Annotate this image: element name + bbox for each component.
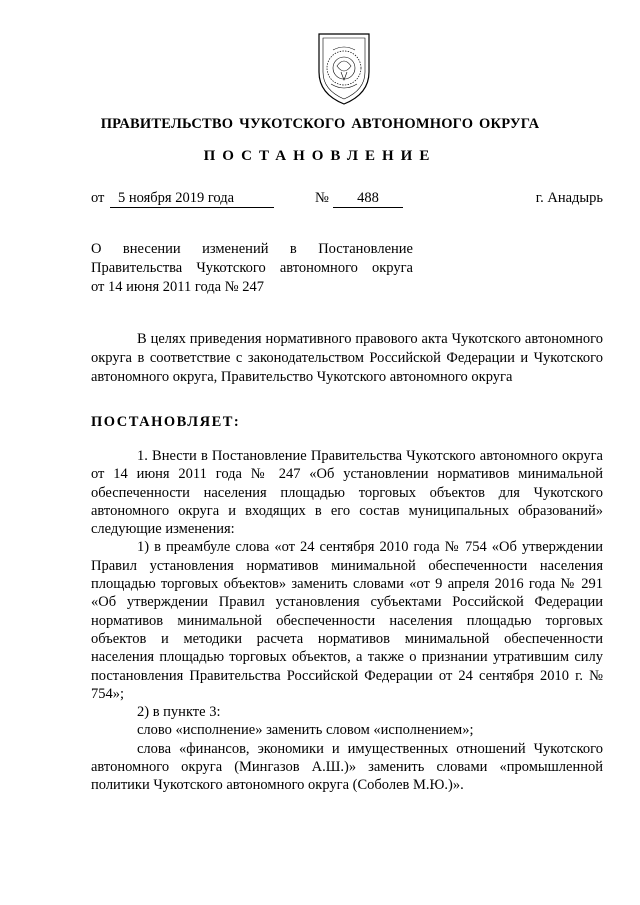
subject-word: округа <box>372 260 413 276</box>
document-subject <box>91 240 413 297</box>
body-paragraph: 2) в пункте 3: <box>137 704 221 721</box>
document-kind-title: ПОСТАНОВЛЕНИЕ <box>203 148 437 164</box>
government-title: ПРАВИТЕЛЬСТВО ЧУКОТСКОГО АВТОНОМНОГО ОКРУГА <box>100 116 540 132</box>
city-label: г. Анадырь <box>535 190 603 206</box>
document-number: 488 <box>333 190 403 208</box>
date-prefix-label: от <box>91 190 105 206</box>
document-meta-row <box>91 190 603 210</box>
body-paragraph: 1. Внести в Постановление Правительства Чукотского автономного округа от 14 июня 2011 года № 247 «Об установлении нормативов минимальной обеспеченности населения площадью торговых объектов для Чукотского автономного округа и входящих в его состав муниципальных образований» следующие изменения: <box>91 448 603 538</box>
subject-line-2 <box>91 259 413 278</box>
subject-word: Правительства <box>91 260 183 276</box>
subject-line-3: от 14 июня 2011 года № 247 <box>91 279 264 295</box>
body-paragraph: слово «исполнение» заменить словом «исполнением»; <box>137 722 474 739</box>
subject-word: Чукотского <box>196 260 266 276</box>
subject-word: в <box>289 241 297 257</box>
body-paragraph: слова «финансов, экономики и имущественных отношений Чукотского автономного округа (Мингазов А.Ш.)» заменить словами «промышленной политики Чукотского автономного округа (Соболев М.Ю.)». <box>91 740 603 794</box>
subject-word: внесении <box>122 241 181 257</box>
subject-word: О <box>91 241 102 257</box>
preamble-paragraph: В целях приведения нормативного правового акта Чукотского автономного округа в соответствие с законодательством Российской Федерации и Чукотского автономного округа, Правительство Чукотского автономного округа <box>91 331 603 385</box>
resolves-heading: ПОСТАНОВЛЯЕТ: <box>91 414 241 430</box>
subject-word: автономного <box>279 260 358 276</box>
date-value: 5 ноября 2019 года <box>118 190 235 206</box>
date-field <box>110 190 274 208</box>
resolution-body <box>91 447 603 795</box>
coat-of-arms-emblem <box>311 28 377 108</box>
body-paragraph: 1) в преамбуле слова «от 24 сентября 2010 года № 754 «Об утверждении Правил установления нормативов минимальной обеспеченности населения площадью торговых объектов» заменить словами «от 9 апреля 2016 года № 291 «Об утверждении Правил установления субъектами Российской Федерации нормативов минимальной обеспеченности населения площадью торговых объектов и методики расчета нормативов минимальной обеспеченности населения площадью торговых объектов, а также о признании утратившим силу постановления Правительства Российской Федерации от 24 сентября 2010 г. № 754»; <box>91 539 603 702</box>
subject-word: изменений <box>202 241 269 257</box>
subject-word: Постановление <box>318 241 413 257</box>
number-label: № <box>315 190 329 206</box>
subject-line-1 <box>91 240 413 259</box>
